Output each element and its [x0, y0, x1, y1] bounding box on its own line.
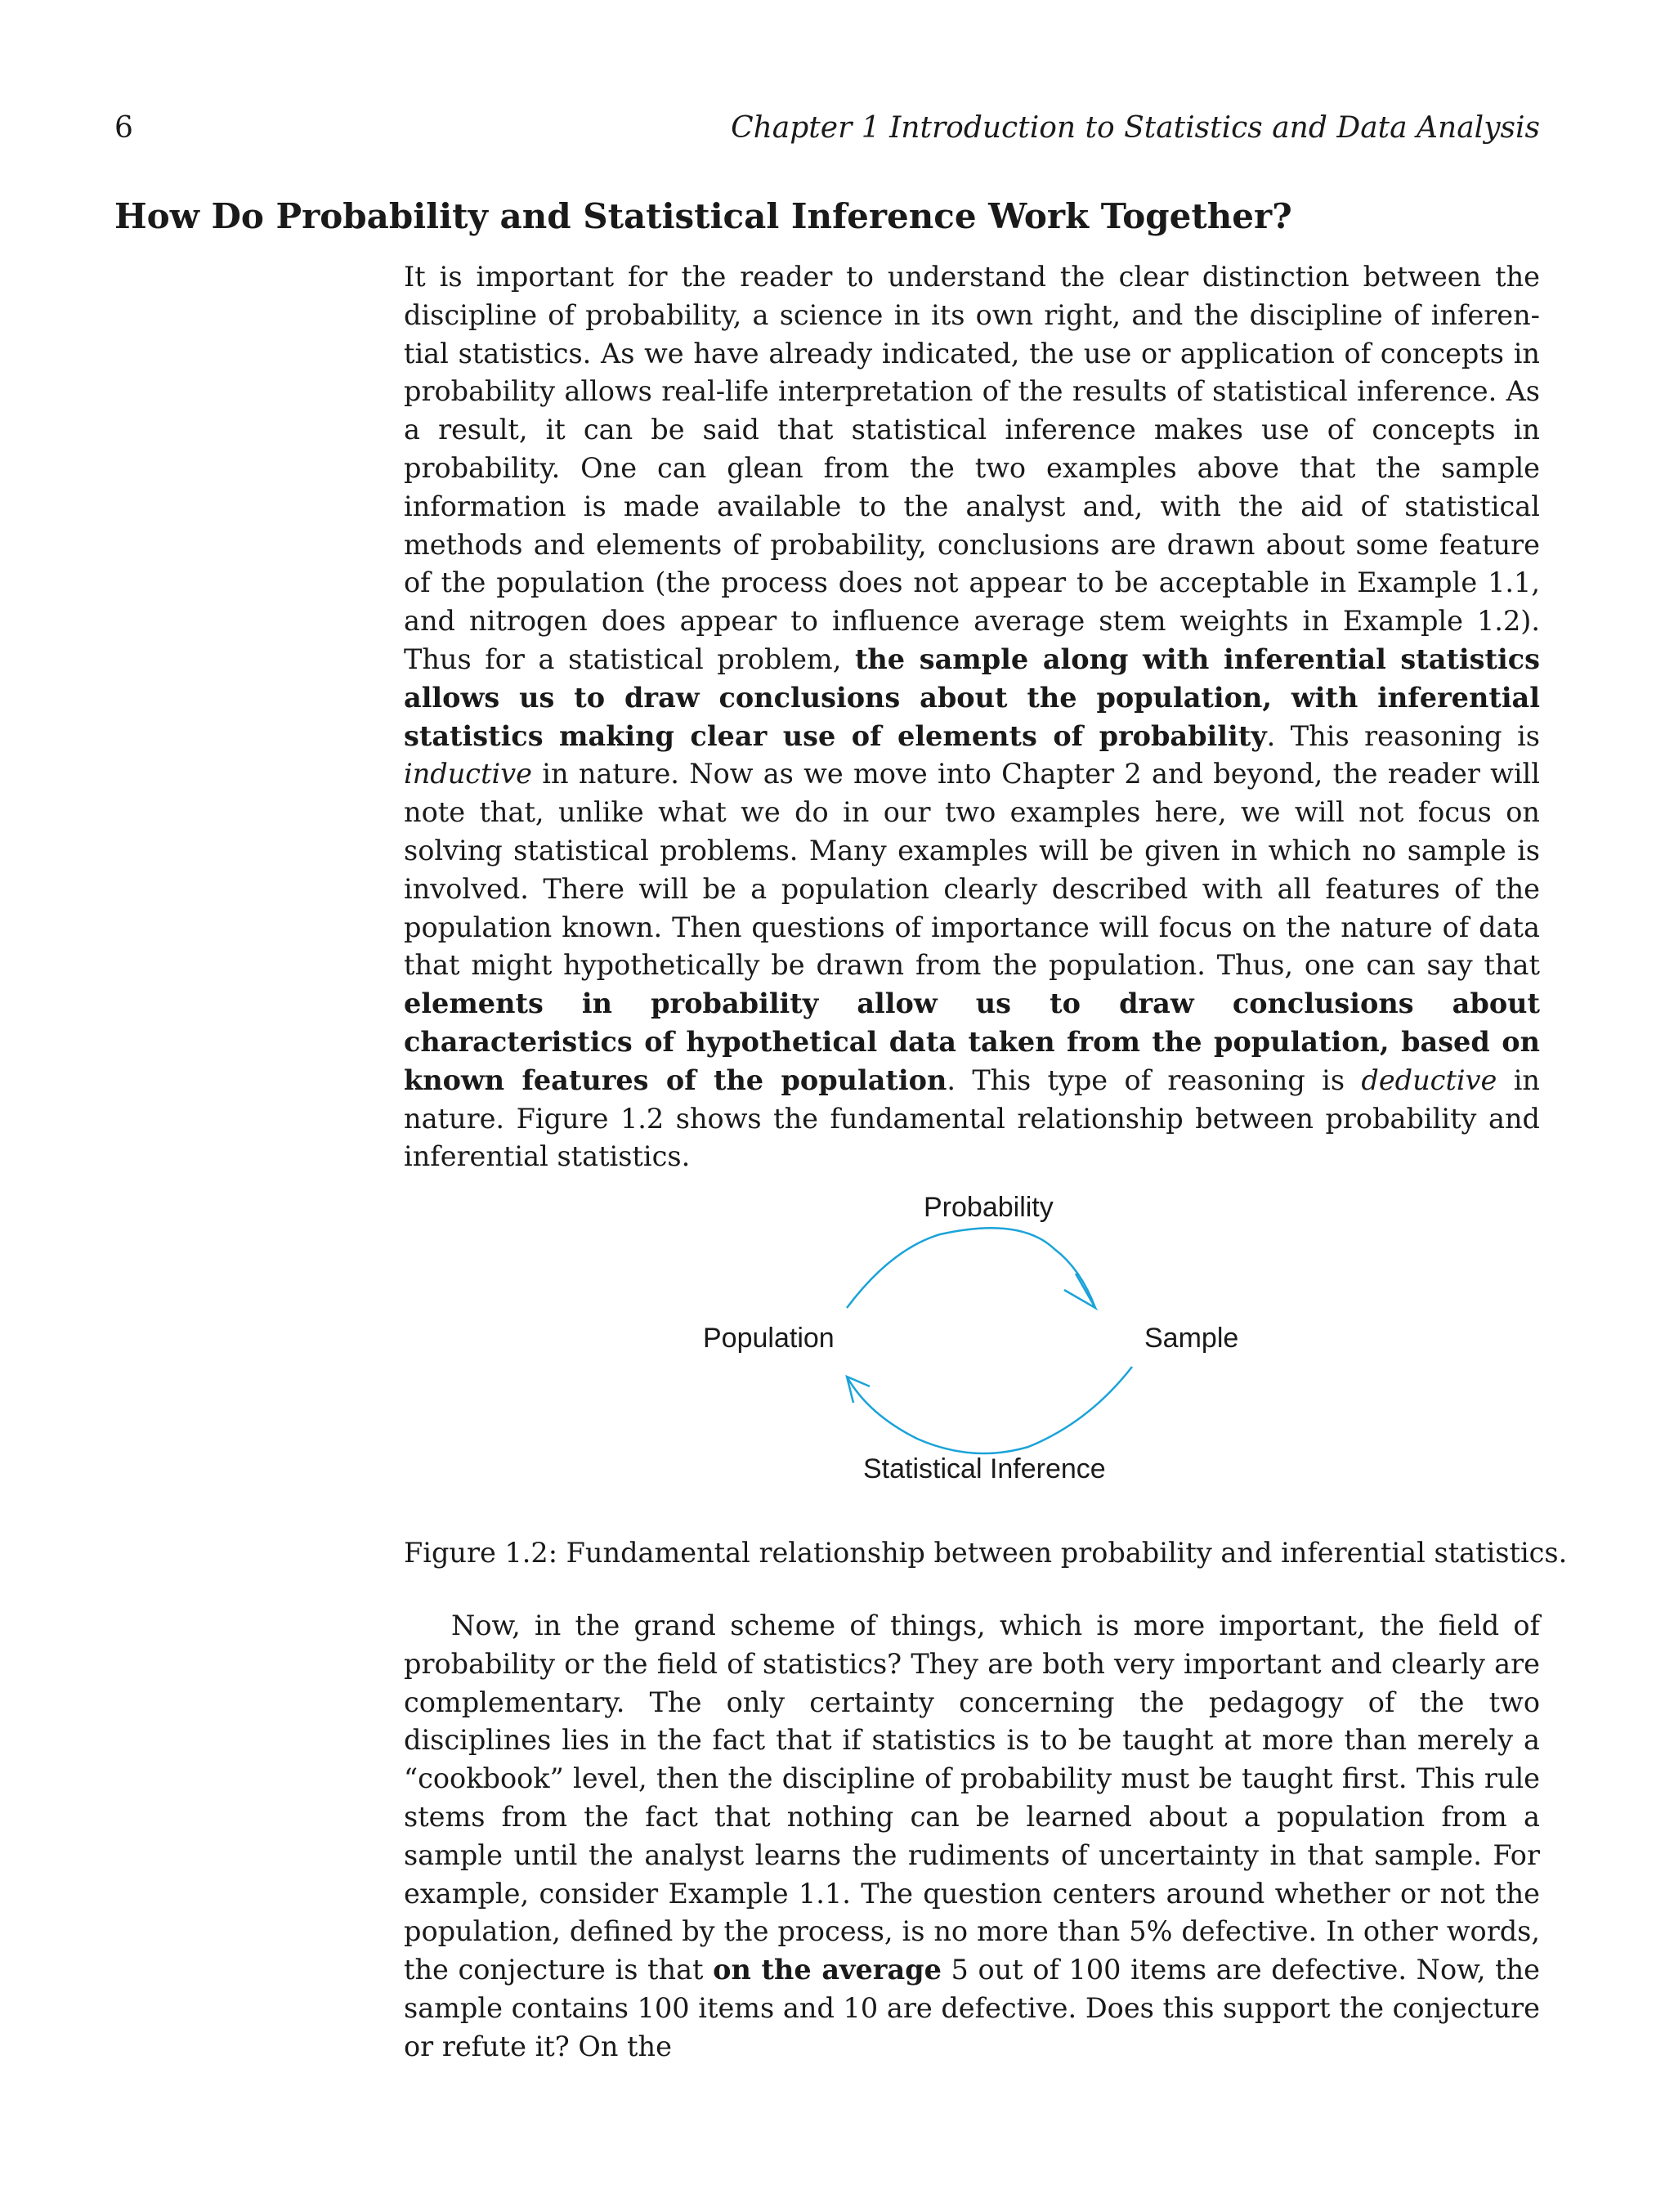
label-sample: Sample [1144, 1323, 1239, 1354]
text-run: It is important for the reader to understand the clear distinction between the discipline of probability, a science in its own right, and the discipline of inferential statistics. As we have already indicated, the use or application of concepts in probability allows real-life interpretation of the results of statistical inference. As a result, it can be said that statistical inference makes use of concepts in probability. One can glean from the two examples above that the sample information is made available to the analyst and, with the aid of statistical methods and elements of probability, conclusions are drawn about some feature of the population (the process does not appear to be acceptable in Example 1.1, and nitrogen does appear to influence average stem weights in Example 1.2). Thus for a statistical problem, [404, 261, 1540, 675]
label-probability: Probability [924, 1192, 1054, 1223]
italic-emphasis: inductive [404, 758, 532, 790]
label-statistical-inference: Statistical Inference [863, 1453, 1106, 1484]
page-number: 6 [114, 111, 133, 145]
text-run: in nature. Now as we move into Chapter 2 and beyond, the reader will note that, unlike what we do in our two examples here, we will not focus on solving statistical problems. Many examples will be given in which no sample is involved. There will be a population clearly described with all features of the population known. Then questions of importance will focus on the nature of data that might hypothetically be drawn from the population. Thus, one can say that [404, 758, 1540, 982]
body-paragraph-2 [404, 1607, 1540, 2066]
text-run: Now, in the grand scheme of things, which is more important, the field of probability or the field of statistics? They are both very important and clearly are complementary. The only certainty concerning the pedagogy of the two disciplines lies in the fact that if statistics is to be taught at more than merely a “cookbook” level, then the discipline of probability must be taught first. This rule stems from the fact that nothing can be learned about a population from a sample until the analyst learns the rudiments of uncertainty in that sample. For example, consider Example 1.1. The question centers around whether or not the population, defined by the process, is no more than 5% defective. In other words, the conjecture is that [404, 1610, 1540, 1986]
text-run: . This type of reasoning is [947, 1063, 1362, 1096]
label-population: Population [703, 1323, 835, 1354]
running-head: Chapter 1 Introduction to Statistics and Data Analysis [731, 111, 1540, 145]
inference-arrow [847, 1367, 1132, 1453]
probability-arrowhead [1064, 1274, 1095, 1308]
figure-caption: Figure 1.2: Fundamental relationship between probability and inferential statistics. [404, 1537, 1568, 1569]
italic-emphasis: deductive [1361, 1063, 1497, 1096]
body-paragraph-1 [404, 258, 1540, 1176]
probability-arrow [847, 1228, 1095, 1308]
section-title: How Do Probability and Statistical Inference Work Together? [114, 196, 1292, 236]
text-run: 5 out of 100 items are defective. Now, the sample contains 100 items and 10 are defective. Does this support the conjecture or refute it? On the [404, 1954, 1540, 2062]
bold-emphasis: the sample along with inferential statistics allows us to draw conclusions about the population, with inferential statistics making clear use of elements of probability [404, 643, 1540, 752]
figure-1-2 [687, 1177, 1275, 1504]
bold-emphasis: on the average [713, 1954, 942, 1986]
text-run: in nature. Figure 1.2 shows the fundamental relationship between probability and inferential statistics. [404, 1063, 1540, 1173]
text-run: . This reasoning is [1266, 719, 1540, 752]
bold-emphasis: elements in probability allow us to draw conclusions about characteristics of hypothetical data taken from the population, based on known features of the population [404, 987, 1540, 1096]
